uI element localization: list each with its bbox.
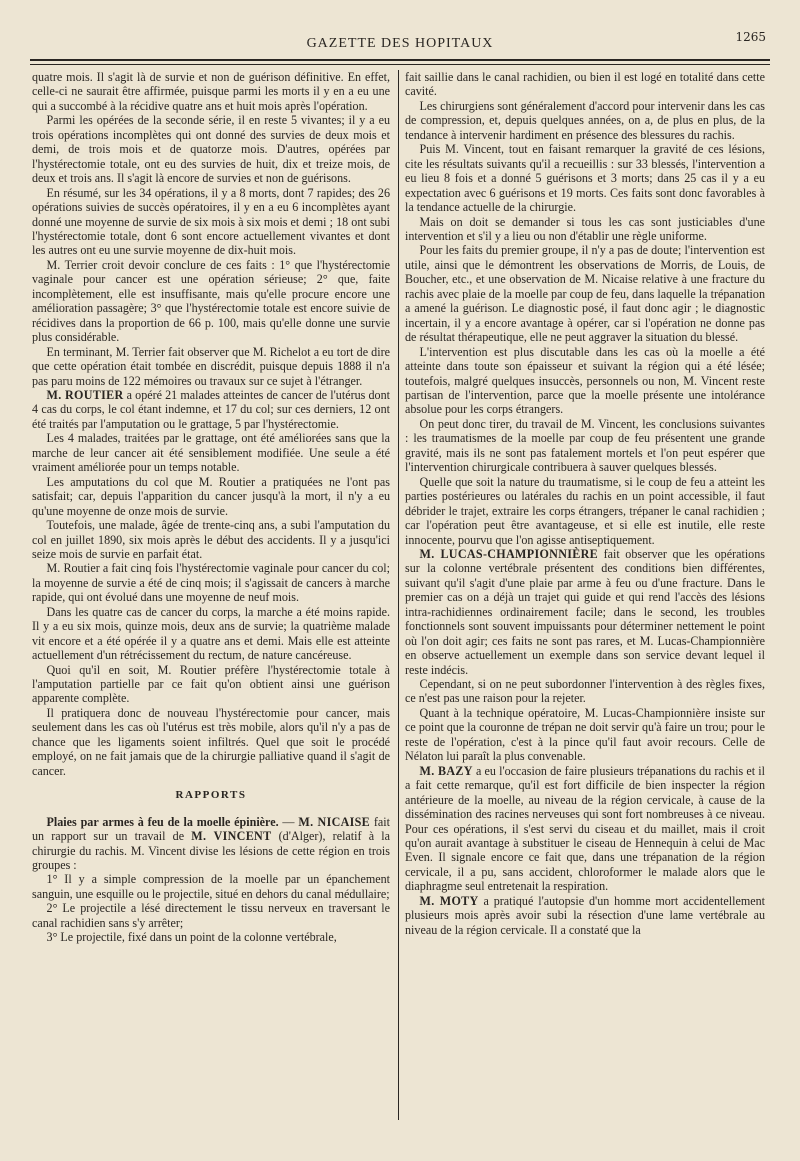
- paragraph: Il pratiquera donc de nouveau l'hystérectomie pour cancer, mais seulement dans les cas où l'utérus est très mobile, alors qu'il n'y a pas de chance que les ligaments soient infiltrés. Quel que soit le procédé employé, on ne fait jamais que de la chirurgie palliative quand il s'agit de cancer.: [32, 705, 390, 778]
- paragraph: Cependant, si on ne peut subordonner l'intervention à des règles fixes, ce n'est pas une raison pour la rejeter.: [405, 677, 765, 706]
- speaker-name: M. ROUTIER: [46, 387, 124, 402]
- paragraph-text: fait observer que les opérations sur la colonne vertébrale présentent des conditions bien différentes, suivant qu'il s'agit d'une plaie par arme à feu ou d'une fracture. Dans le premier cas on a déjà un trajet qui guide et qui rend l'accès des lésions intra-rachidiennes ordinairement facile; dans le second, les troubles fonctionnels sont souvent impuissants pour déterminer nettement le point où l'on doit agir; ces faits ne sont pas rares, et M. Lucas-Championnière en observe actuellement un exemple dans son service devant lequel il reste indécis.: [405, 546, 765, 677]
- paragraph: En résumé, sur les 34 opérations, il y a 8 morts, dont 7 rapides; des 26 opérations suivies de succès opératoires, il y en a eu 6 incomplètes ayant donné une moyenne de survie de six mois à six mois et demi ; 18 ont subi l'hystérectomie totale, dont 6 sont encore actuellement vivantes et dont les autres ont eu une survie moyenne de dix-huit mois.: [32, 185, 390, 258]
- speaker-name: M. NICAISE: [298, 814, 371, 829]
- running-title: GAZETTE DES HOPITAUX: [306, 36, 494, 51]
- page-number: 1265: [735, 30, 766, 44]
- header-rule-thin: [30, 64, 770, 65]
- paragraph-rapport: [32, 815, 390, 873]
- separator: —: [278, 814, 299, 829]
- left-column: [32, 70, 390, 1145]
- paragraph: Parmi les opérées de la seconde série, il en reste 5 vivantes; il y a eu trois opérations incomplètes qui ont donné des survies de deux mois et demi, de trois mois et de quatorze mois. D'autres, opérées par l'hystérectomie totale, ont eu des survies de huit, dix et treize mois, de deux et trois ans. Il s'agit là encore de survies et non de guérisons.: [32, 113, 390, 186]
- paragraph: Les amputations du col que M. Routier a pratiquées ne l'ont pas satisfait; car, depuis l'apparition du cancer jusqu'à la mort, il n'y a eu qu'une moyenne de onze mois de survie.: [32, 474, 390, 518]
- paragraph-text: fait un rapport sur un travail de: [32, 814, 390, 844]
- paragraph: L'intervention est plus discutable dans les cas où la moelle a été atteinte dans toute son épaisseur et suivant la région qui a été lésée; toutefois, malgré quelques insuccès, personnels ou non, M. Vincent reste partisan de l'intervention, parce que la moelle présente une intolérance absolue pour les corps étrangers.: [405, 344, 765, 417]
- paragraph-bazy: [405, 764, 765, 894]
- author-name: M. VINCENT: [191, 829, 272, 844]
- paragraph: quatre mois. Il s'agit là de survie et non de guérison définitive. En effet, celle-ci ne saurait être affirmée, puisque parmi les morts il y en a eu une qui a succombé à la récidive quatre ans et huit mois après l'opération.: [32, 70, 390, 113]
- paragraph: Les chirurgiens sont généralement d'accord pour intervenir dans les cas de compression, et, depuis quelques années, on a, de plus en plus, de la tendance à intervenir hardiment en présence des blessures du rachis.: [405, 98, 765, 142]
- header-rule-thick: [30, 59, 770, 61]
- paragraph-text: a pratiqué l'autopsie d'un homme mort accidentellement plusieurs mois après avoir subi la résection d'une lame vertébrale au niveau de la région cervicale. Il a constaté que la: [405, 893, 765, 937]
- paragraph: Les 4 malades, traitées par le grattage, ont été améliorées sans que la marche de leur cancer ait été sensiblement modifiée. Une seule a été vraiment améliorée pour un temps notable.: [32, 431, 390, 475]
- paragraph: Mais on doit se demander si tous les cas sont justiciables d'une intervention et s'il y a lieu ou non d'établir une règle uniforme.: [405, 214, 765, 243]
- paragraph: En terminant, M. Terrier fait observer que M. Richelot a eu tort de dire que cette opération était tombée en discrédit, puisque depuis 1888 il n'a pas paru moins de 122 mémoires ou travaux sur ce sujet à l'étranger.: [32, 344, 390, 388]
- speaker-name: M. LUCAS-CHAMPIONNIÈRE: [419, 546, 598, 561]
- paragraph: On peut donc tirer, du travail de M. Vincent, les conclusions suivantes : les traumatismes de la moelle par coup de feu présentent une grande gravité, mais ils ne sont pas fatalement mortels et l'on peut espérer que l'intervention chirurgicale contribuera à sauver quelques blessés.: [405, 416, 765, 475]
- paragraph-routier: [32, 388, 390, 431]
- paragraph: Dans les quatre cas de cancer du corps, la marche a été moins rapide. Il y a eu six mois, quinze mois, deux ans de survie; la quatrième malade vit encore et a été opérée il y a quatre ans et demi. Mais elle est atteinte actuellement d'un rétrécissement du rectum, de nature cancéreuse.: [32, 604, 390, 663]
- column-divider: [398, 70, 399, 1120]
- paragraph: M. Terrier croit devoir conclure de ces faits : 1° que l'hystérectomie vaginale pour cancer est une opération sérieuse; 2° que, faite incomplètement, elle est insuffisante, mais qu'elle procure encore une amélioration passagère; 3° que l'hystérectomie totale est encore suivie de récidives dans la proportion de 66 p. 100, mais qu'elle donne une survie plus considérable.: [32, 257, 390, 345]
- paragraph-moty: [405, 894, 765, 937]
- right-column: [405, 70, 765, 1145]
- paragraph-text: a eu l'occasion de faire plusieurs trépanations du rachis et il a fait cette remarque, qu'il est fort difficile de bien inspecter la région antérieure de la moelle, au niveau de la région cervicale, à cause de la dissémination des racines nerveuses qui sont fort nombreuses à ce niveau. Pour ces opérations, il s'est servi du ciseau et du maillet, mais il croit qu'on aurait avantage à substituer le ciseau de Hennequin à celui de Mac Even. Il signale encore ce fait que, dans une trépanation de la région cervicale, il a pu, sans accident, chloroformer le malade alors que le diaphragme seul entretenait la respiration.: [405, 763, 765, 894]
- list-item: 2° Le projectile a lésé directement le tissu nerveux en traversant le canal rachidien sans s'y arrêter;: [32, 901, 390, 930]
- paragraph: Quant à la technique opératoire, M. Lucas-Championnière insiste sur ce point que la couronne de trépan ne doit servir qu'à faire un trou; pour le reste de l'opération, c'est à la pince qu'il faut avoir recours. Celle de Nélaton lui paraît la plus convenable.: [405, 705, 765, 764]
- paragraph: Toutefois, une malade, âgée de trente-cinq ans, a subi l'amputation du col en juillet 1890, six mois après le début des accidents. Il y a jusqu'ici seize mois de survie en parfait état.: [32, 518, 390, 561]
- paragraph: fait saillie dans le canal rachidien, ou bien il est logé en totalité dans cette cavité.: [405, 70, 765, 99]
- paragraph-lucas: [405, 547, 765, 677]
- list-item: 1° Il y a simple compression de la moelle par un épanchement sanguin, une esquille ou le projectile, situé en dehors du canal médullaire;: [32, 872, 390, 901]
- speaker-name: M. BAZY: [419, 763, 473, 778]
- list-item: 3° Le projectile, fixé dans un point de la colonne vertébrale,: [46, 930, 337, 945]
- paragraph: Pour les faits du premier groupe, il n'y a pas de doute; l'intervention est utile, ainsi que le démontrent les observations de Morris, de Louis, de Boucher, etc., et une observation de M. Nicaise relative à une fracture du rachis avec plaie de la moelle par coup de feu, dans laquelle la trépanation a amené la guérison. Le diagnostic posé, il faut donc agir ; le diagnostic incertain, il y a encore avantage à opérer, car si l'opération ne donne pas de résultat thérapeutique, elle ne peut aggraver la situation du blessé.: [405, 243, 765, 345]
- section-heading: RAPPORTS: [175, 789, 247, 802]
- paragraph-text: a opéré 21 malades atteintes de cancer de l'utérus dont 4 cas du corps, le col étant indemne, et 17 du col; sur ces derniers, 12 ont été traités par l'amputation ou le grattage, 5 par l'hystérectomie.: [32, 387, 390, 431]
- subsection-title: Plaies par armes à feu de la moelle épinière.: [46, 814, 279, 829]
- paragraph: Quoi qu'il en soit, M. Routier préfère l'hystérectomie totale à l'amputation partielle par ce fait qu'on obtient ainsi une guérison apparente complète.: [32, 662, 390, 706]
- paragraph-text: (d'Alger), relatif à la chirurgie du rachis. M. Vincent divise les lésions de cette région en trois groupes :: [32, 829, 390, 873]
- paragraph: Puis M. Vincent, tout en faisant remarquer la gravité de ces lésions, cite les résultats suivants qu'il a recueillis : sur 33 blessés, l'intervention a eu lieu 8 fois et a donné 5 guérisons et 3 morts; dans 25 cas il y a eu expectation avec 6 guérisons et 19 morts. Ces faits sont donc favorables à la tendance actuelle de la chirurgie.: [405, 142, 765, 215]
- paragraph: Quelle que soit la nature du traumatisme, si le coup de feu a atteint les parties postérieures ou latérales du rachis en un point accessible, il faut débrider le trajet, extraire les corps étrangers, trépaner le canal rachidien ; car l'opération peut être avantageuse, et si elle est inutile, elle reste innocente, pourvu que l'on agisse antiseptiquement.: [405, 474, 765, 547]
- speaker-name: M. MOTY: [419, 893, 479, 908]
- page-header: [30, 22, 770, 62]
- paragraph: M. Routier a fait cinq fois l'hystérectomie vaginale pour cancer du col; la moyenne de survie a été de cinq mois; il s'agissait de cancers à marche rapide, qui ont évolué dans une moyenne de neuf mois.: [32, 561, 390, 605]
